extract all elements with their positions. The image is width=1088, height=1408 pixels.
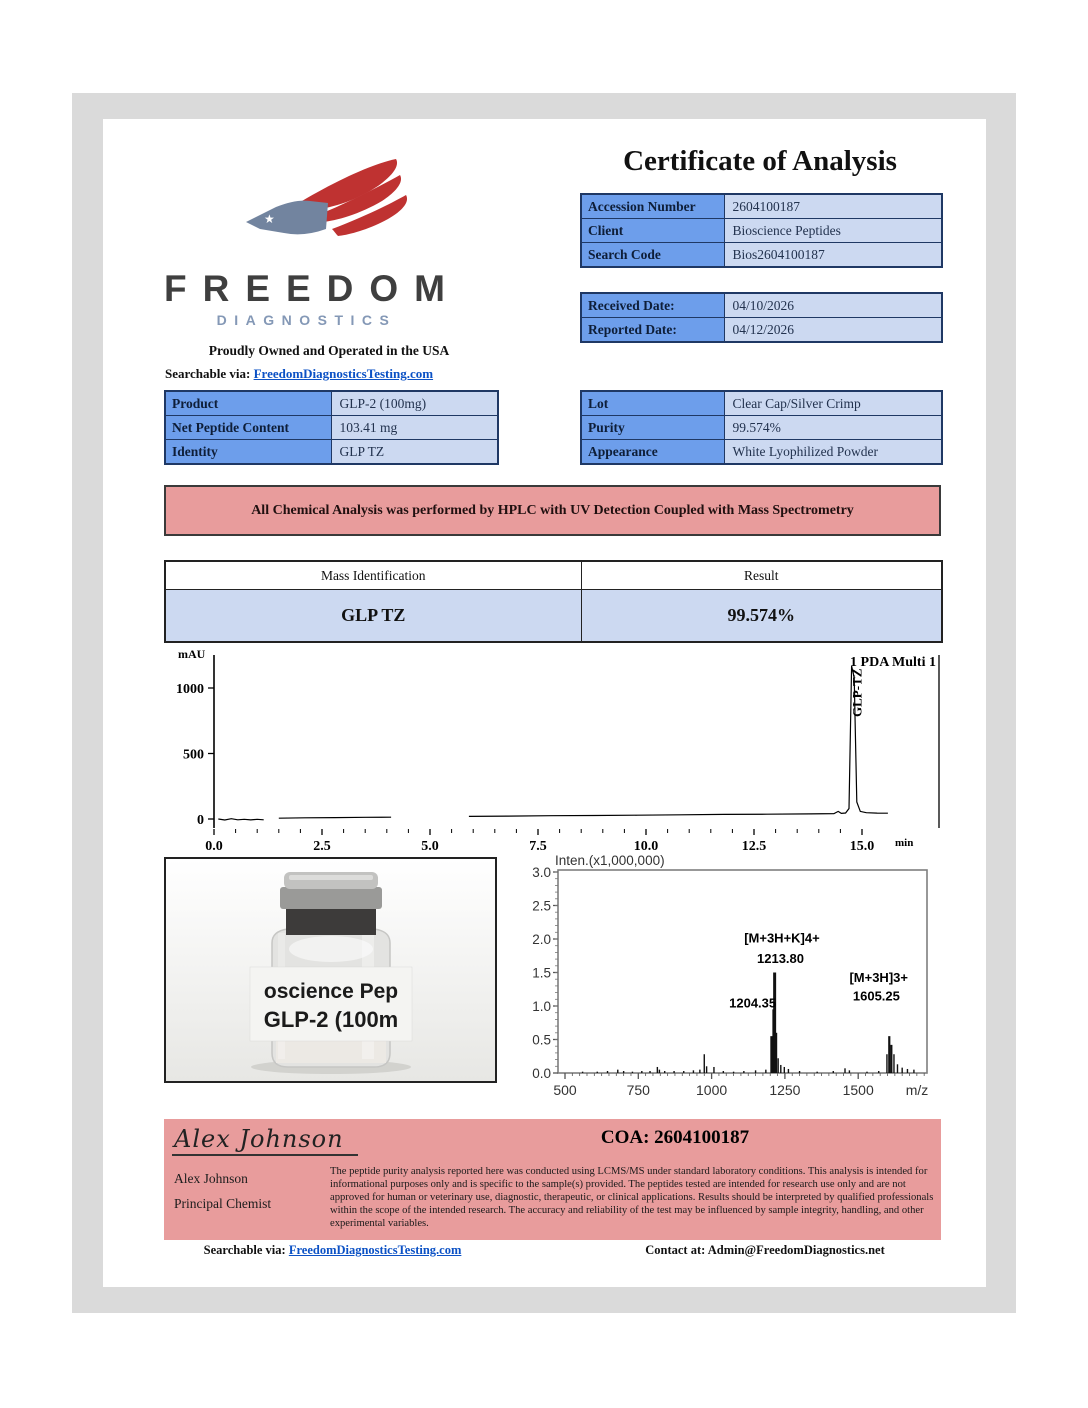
row-label: Appearance xyxy=(581,440,724,465)
mass-identification-table xyxy=(164,560,943,643)
table-row xyxy=(165,391,498,416)
table-row xyxy=(581,243,942,268)
footer-searchable xyxy=(165,1243,500,1258)
row-label: Purity xyxy=(581,416,724,440)
row-value: Bioscience Peptides xyxy=(724,219,942,243)
table-row xyxy=(581,318,942,343)
accession-table xyxy=(580,193,943,268)
svg-text:3.0: 3.0 xyxy=(532,865,551,880)
tagline: Proudly Owned and Operated in the USA xyxy=(208,343,450,358)
table-row xyxy=(581,440,942,465)
brand-name: FREEDOM xyxy=(164,268,461,309)
row-label: Accession Number xyxy=(581,194,724,219)
searchable-label: Searchable via: xyxy=(165,366,251,381)
hplc-chromatogram xyxy=(164,641,944,857)
svg-text:1000: 1000 xyxy=(176,682,204,697)
table-row xyxy=(165,440,498,465)
footer-searchable-label: Searchable via: xyxy=(203,1243,286,1257)
row-value: 04/12/2026 xyxy=(724,318,942,343)
svg-text:1605.25: 1605.25 xyxy=(852,988,900,1004)
column-header: Mass Identification xyxy=(165,561,581,590)
svg-text:750: 750 xyxy=(626,1082,650,1098)
svg-text:1.5: 1.5 xyxy=(532,965,551,981)
row-value: Clear Cap/Silver Crimp xyxy=(724,391,942,416)
signer-role: Principal Chemist xyxy=(174,1196,272,1211)
eagle-logo-icon xyxy=(240,159,410,267)
svg-text:★: ★ xyxy=(264,212,275,226)
svg-text:7.5: 7.5 xyxy=(529,839,547,854)
vial-photo xyxy=(166,859,495,1081)
svg-text:1.0: 1.0 xyxy=(532,999,551,1014)
row-label: Search Code xyxy=(581,243,724,268)
result-value: 99.574% xyxy=(581,590,942,643)
searchable-line-top xyxy=(165,366,433,382)
row-label: Client xyxy=(581,219,724,243)
table-row xyxy=(581,293,942,318)
certificate-page xyxy=(103,119,986,1287)
svg-text:mAU: mAU xyxy=(178,647,206,661)
coa-number: COA: 2604100187 xyxy=(600,1127,750,1148)
column-header: Result xyxy=(581,561,942,590)
svg-text:2.5: 2.5 xyxy=(532,898,551,914)
row-value: 2604100187 xyxy=(724,194,942,219)
table-row xyxy=(581,416,942,440)
svg-text:GLP-TZ: GLP-TZ xyxy=(849,668,865,717)
row-label: Reported Date: xyxy=(581,318,724,343)
svg-text:500: 500 xyxy=(553,1082,577,1098)
table-row xyxy=(581,391,942,416)
footer-contact: Contact at: Admin@FreedomDiagnostics.net xyxy=(645,1243,885,1257)
table-row xyxy=(165,416,498,440)
row-value: 04/10/2026 xyxy=(724,293,942,318)
vial-photo-box xyxy=(164,857,497,1083)
svg-text:2.5: 2.5 xyxy=(313,839,331,854)
vial-label-line2: GLP-2 (100m xyxy=(263,1007,399,1032)
svg-text:1213.80: 1213.80 xyxy=(757,951,805,967)
svg-text:10.0: 10.0 xyxy=(633,839,659,854)
signer-name: Alex Johnson xyxy=(174,1171,248,1186)
svg-text:1250: 1250 xyxy=(769,1082,801,1098)
row-label: Received Date: xyxy=(581,293,724,318)
svg-text:12.5: 12.5 xyxy=(741,839,767,854)
svg-text:m/z: m/z xyxy=(905,1082,929,1098)
svg-text:[M+3H]3+: [M+3H]3+ xyxy=(849,969,908,985)
row-label: Lot xyxy=(581,391,724,416)
svg-text:2.0: 2.0 xyxy=(532,932,551,947)
row-label: Identity xyxy=(165,440,331,465)
row-label: Net Peptide Content xyxy=(165,416,331,440)
mass-id-value: GLP TZ xyxy=(165,590,581,643)
svg-text:500: 500 xyxy=(183,747,204,763)
row-value: GLP-2 (100mg) xyxy=(331,391,498,416)
searchable-link-top[interactable]: FreedomDiagnosticsTesting.com xyxy=(253,366,434,381)
dates-table xyxy=(580,292,943,343)
svg-text:0.0: 0.0 xyxy=(532,1066,551,1081)
row-label: Product xyxy=(165,391,331,416)
logo-block xyxy=(150,145,461,328)
lot-table xyxy=(580,390,943,465)
analysis-method-banner: All Chemical Analysis was performed by HPLC with UV Detection Coupled with Mass Spectrometry xyxy=(164,485,941,536)
table-header-row xyxy=(165,561,942,590)
svg-text:1000: 1000 xyxy=(696,1082,728,1098)
document-title: Certificate of Analysis xyxy=(623,145,897,177)
mass-spectrum-chart xyxy=(527,852,945,1107)
svg-text:1 PDA Multi 1: 1 PDA Multi 1 xyxy=(850,655,936,670)
svg-text:Inten.(x1,000,000): Inten.(x1,000,000) xyxy=(555,853,665,868)
row-value: 99.574% xyxy=(724,416,942,440)
svg-text:1500: 1500 xyxy=(842,1082,874,1098)
row-value: White Lyophilized Powder xyxy=(724,440,942,465)
vial-label-line1: oscience Pep xyxy=(263,980,399,1003)
svg-text:0.5: 0.5 xyxy=(532,1032,551,1048)
product-table xyxy=(164,390,499,465)
brand-subname: DIAGNOSTICS xyxy=(216,312,397,328)
svg-text:0.0: 0.0 xyxy=(205,839,223,854)
row-value: 103.41 mg xyxy=(331,416,498,440)
svg-text:15.0: 15.0 xyxy=(849,839,875,854)
signature-script: Alex Johnson xyxy=(172,1125,358,1156)
footer-searchable-link[interactable]: FreedomDiagnosticsTesting.com xyxy=(288,1243,462,1257)
svg-text:1204.35: 1204.35 xyxy=(729,995,777,1011)
row-value: Bios2604100187 xyxy=(724,243,942,268)
svg-text:min: min xyxy=(895,837,914,849)
svg-text:[M+3H+K]4+: [M+3H+K]4+ xyxy=(744,930,820,946)
svg-text:5.0: 5.0 xyxy=(421,839,439,854)
row-value: GLP TZ xyxy=(331,440,498,465)
signature-section xyxy=(164,1119,941,1240)
table-row xyxy=(581,219,942,243)
table-row xyxy=(165,590,942,643)
disclaimer-text: The peptide purity analysis reported here was conducted using LCMS/MS under standard laboratory conditions. This analysis is intended for informational purposes only and is specific to the sample(s) provided. The peptides tested are intended for research use only and are not approved for human or veterinary use, diagnostic, therapeutic, or clinical applications. Results should be interpreted by qualified professionals within the scope of the intended research. The accuracy and reliability of the test may be influenced by sample integrity, handling, and other experimental variables. xyxy=(330,1166,934,1229)
svg-text:0: 0 xyxy=(197,813,204,828)
table-row xyxy=(581,194,942,219)
